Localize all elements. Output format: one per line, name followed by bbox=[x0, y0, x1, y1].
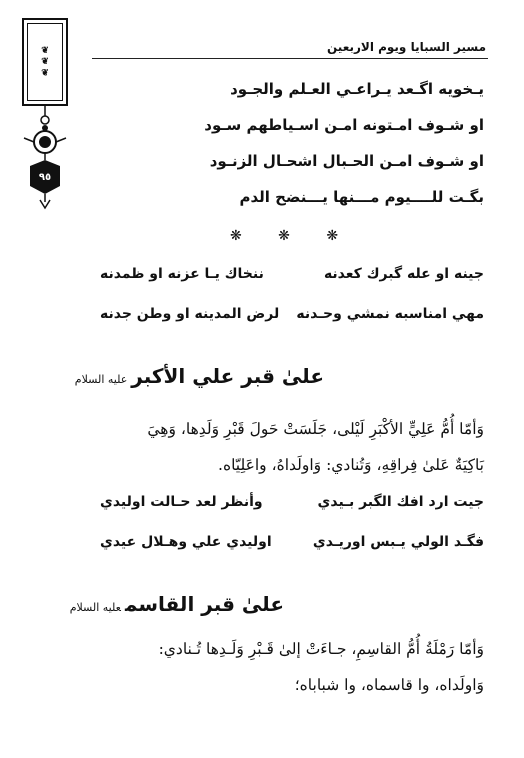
calligraphy-emblem-icon: ❦ ❦ ❦ bbox=[22, 18, 68, 106]
couplet-right: مهي امناسبه نمشي وحـدنه bbox=[296, 306, 484, 322]
prose-line: وَاولَداه، وا قاسماه، وا شباباه؛ bbox=[294, 676, 484, 694]
stanza-divider: ❋ ❋ ❋ bbox=[230, 228, 355, 244]
couplet-right: جيت ارد افك الگبر بـيدي bbox=[317, 494, 484, 510]
poem-line: بگـت للــــيوم مـــنها يـــنضح الدم bbox=[239, 188, 484, 206]
poem-line: يـخويه اگـعد يـراعـي العـلم والجـود bbox=[230, 80, 484, 98]
honorific-mark: عليه السلام bbox=[74, 373, 128, 386]
poem-line: او شـوف امـتونه امـن اسـياطهم سـود bbox=[204, 116, 484, 134]
couplet-left: اوليدي علي وهـلال عيدي bbox=[100, 534, 272, 550]
prose-line: بَاكِيَةٌ عَلىٰ فِراقِهِ، وَتُنادي: وَاولَداهُ، واعَلِيّاه. bbox=[218, 456, 484, 474]
section-heading bbox=[75, 364, 324, 388]
section-heading-text: علىٰ قبر علي الأكبر bbox=[131, 364, 324, 388]
couplet-left: وأنظر لعد حـالت اوليدي bbox=[100, 494, 263, 510]
header-rule bbox=[92, 58, 488, 59]
couplet-right: فگـد الولي يـبس اوريـدي bbox=[312, 534, 484, 550]
prose-line: وَأمّا رَمْلَةُ أُمُّ القاسِمِ، جـاءَتْ إلىٰ قَـبْرِ وَلَـدِها تُـنادي: bbox=[158, 640, 484, 658]
couplet-left: ننخاك يـا عزنه او ظمدنه bbox=[100, 266, 264, 282]
section-heading bbox=[70, 592, 284, 616]
section-heading-text: علىٰ قبر القاسم bbox=[124, 592, 284, 616]
page-number: ٩٥ bbox=[38, 172, 52, 183]
couplet-right: جينه او عله گبرك كعدنه bbox=[323, 266, 484, 282]
honorific-mark: عليه السلام bbox=[69, 601, 121, 614]
running-header-title: مسير السبايا ويوم الاربعين bbox=[327, 40, 486, 54]
ornament-chain-icon bbox=[20, 104, 70, 214]
prose-line: وَأمّا أُمُّ عَلِيٍّ الأكْبَرِ لَيْلى، جَلَسَتْ حَولَ قَبْرِ وَلَدِها، وَهِيَ bbox=[147, 420, 484, 438]
poem-line: او شـوف امـن الحـبال اشحـال الزنـود bbox=[209, 152, 484, 170]
couplet-left: لرض المدينه او وطن جدنه bbox=[100, 306, 280, 322]
